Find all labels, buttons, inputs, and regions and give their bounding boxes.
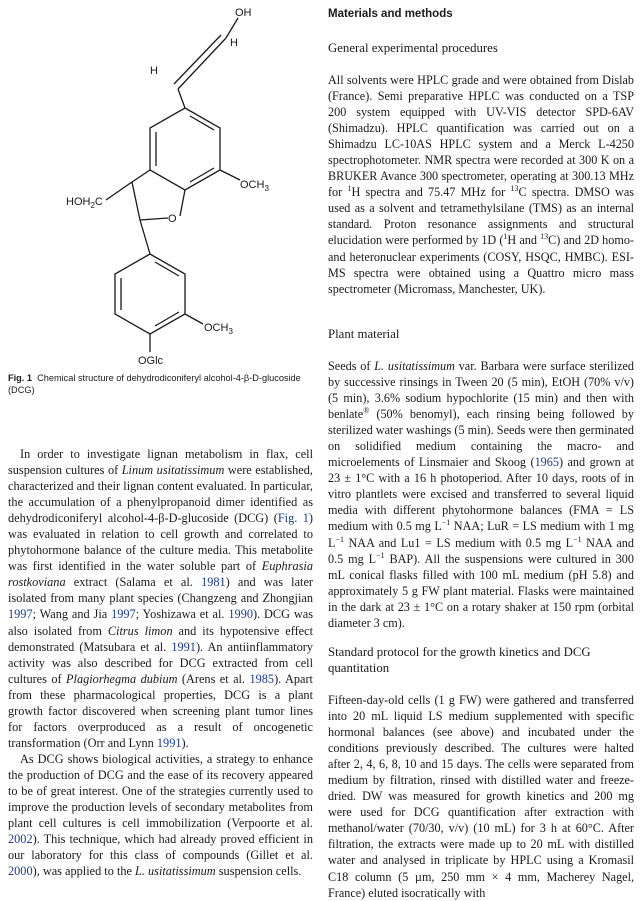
chemical-structure-figure [28,4,268,366]
citation-link[interactable]: 1985 [249,671,275,686]
intro-paragraph-2: As DCG shows biological activities, a strategy to enhance the production of DCG and the ease of its recovery appeared to be of great interest. One of the strategies currently used to improve the production levels of secondary metabolites from plant cell cultures is cell immobilization (Verpoorte et al. 2002). This technique, which had already proved efficient in our laboratory for this class of compounds (Gillet et al. 2000), was applied to the L. usitatissimum suspension cells. [8,751,313,879]
citation-link[interactable]: 1965 [534,455,559,470]
introduction-text [8,446,313,879]
figure-caption [8,372,313,396]
citation-link[interactable]: 1997 [111,607,136,622]
citation-link[interactable]: 1990 [228,607,253,622]
subheading-general: General experimental procedures [328,41,498,55]
section-heading: Materials and methods [328,8,453,20]
label-ch2oh: $HOH_2C$ [66,196,103,210]
citation-link[interactable]: 1991 [156,735,182,750]
figure-number: Fig. 1 [8,373,32,383]
label-ring-oxygen: O [168,213,177,225]
figure-link[interactable]: Fig. 1 [277,511,309,526]
label-oh-top: OH [235,7,252,19]
citation-link[interactable]: 1981 [201,575,226,590]
dcg-structure-drawing [28,4,268,366]
label-h-left: H [150,65,158,77]
plant-material-paragraph: Seeds of L. usitatissimum var. Barbara were surface sterilized by successive rinsings in Tween 20 (5 min), EtOH (70% v/v) (5 min), 3.6% sodium hypochlorite (15 min) and then with benlate® (50% benomyl), each rinsing being followed by sterilized water washings (5 min). Seeds were then germinated on solidified medium containing the macro- and microelements of Linsmaier and Skoog (1965) and grown at 23 ± 1°C with a 16 h photoperiod. After 10 days, roots of in vitro plantlets were excised and transferred to several liquid media with different phytohormone balances (FMA = LS medium with 0.5 mg $L^{-1}$ NAA; LuR = LS medium with 1 mg $L^{-1}$ NAA and Lu1 = LS medium with 0.5 mg $L^{-1}$ NAA and 0.5 mg $L^{-1}$ BAP). All the suspensions were cultured in 300 mL conical flasks filled with 100 mL medium (pH 5.8) and approximately 5 g FW plant material. Flasks were maintained in the dark at 23 ± 1°C on a rotary shaker at 150 rpm (orbital diameter 3 cm). [328,359,634,630]
label-och3-top: $OCH_3$ [240,179,269,193]
subheading-standard-protocol: Standard protocol for the growth kinetics and DCG quantitation [328,645,591,675]
label-oglc: OGlc [138,355,164,367]
figure-caption-text: Chemical structure of dehydrodiconiferyl alcohol-4-β-D-glucoside (DCG) [8,373,301,395]
label-och3-bottom: $OCH_3$ [204,322,233,336]
citation-link[interactable]: 2000 [8,864,33,879]
subheading-plant-material: Plant material [328,327,400,341]
citation-link[interactable]: 1997 [8,607,33,622]
general-procedures-paragraph: All solvents were HPLC grade and were obtained from Dislab (France). Semi preparative HPLC was conducted on a TSP 200 system equipped with UV-VIS detector SPD-6AV (Shimadzu). HPLC quantification was carried out on a Shimadzu LC-10AS HPLC system and a Merck L-4250 spectrophotometer. NMR spectra were recorded at 300 K on a BRUKER Avance 300 spectrometer, operating at 300.13 MHz for $^1$H spectra and 75.47 MHz for $^{13}$C spectra. DMSO was used as a solvent and tetramethylsilane (TMS) as an internal standard. Proton resonance assignments and structural elucidation were performed by 1D ($^1$H and $^{13}$C) and 2D homo- and heteronuclear experiments (COSY, HSQC, HMBC). ESI-MS spectra were obtained using a Quattro micro mass spectrometer (Micromass, Manchester, UK). [328,73,635,296]
citation-link[interactable]: 2002 [8,832,33,847]
label-h-right: H [230,37,238,49]
intro-paragraph-1: In order to investigate lignan metabolism in flax, cell suspension cultures of Linum usitatissimum were established, characterized and their lignan content evaluated. In particular, the accumulation of a phenylpropanoid dimer identified as dehydrodiconiferyl alcohol-4-β-D-glucoside (DCG) (Fig. 1) was evaluated in relation to cell growth and correlated to phytohormone balance of the culture media. This metabolite was first identified in the water soluble part of Euphrasia rostkoviana extract (Salama et al. 1981) and was later isolated from many plant species (Changzeng and Zhongjian 1997; Wang and Jia 1997; Yoshizawa et al. 1990). DCG was also isolated from Citrus limon and its hypotensive effect demonstrated (Matsubara et al. 1991). An antiinflammatory activity was also described for DCG extracted from cell cultures of Plagiorhegma dubium (Arens et al. 1985). Apart from these pharmacological properties, DCG is a plant growth factor discovered when screening plant tumor lines for factors overproduced as a result of oncogenetic transformation (Orr and Lynn 1991). [8,447,314,750]
citation-link[interactable]: 1991 [171,639,196,654]
standard-protocol-paragraph: Fifteen-day-old cells (1 g FW) were gathered and transferred into 20 mL liquid LS medium supplemented with specific hormonal balances (see above) and incubated under the conditions previously described. The cultures were halted after 2, 4, 6, 8, 10 and 15 days. The cells were separated from medium by filtration, rinsed with distilled water and freeze-dried. DW was measured for growth kinetics and 200 mg were used for DCG quantification after extraction with methanol/water (70/30, v/v) (10 mL) for 3 h at 60°C. After filtration, the extracts were made up to 20 mL with distilled water and analysed in triplicate by HPLC using a Kromasil C18 column (5 µm, 250 mm × 4 mm, Macherey Nagel, France) eluted isocratically with [328,693,634,900]
